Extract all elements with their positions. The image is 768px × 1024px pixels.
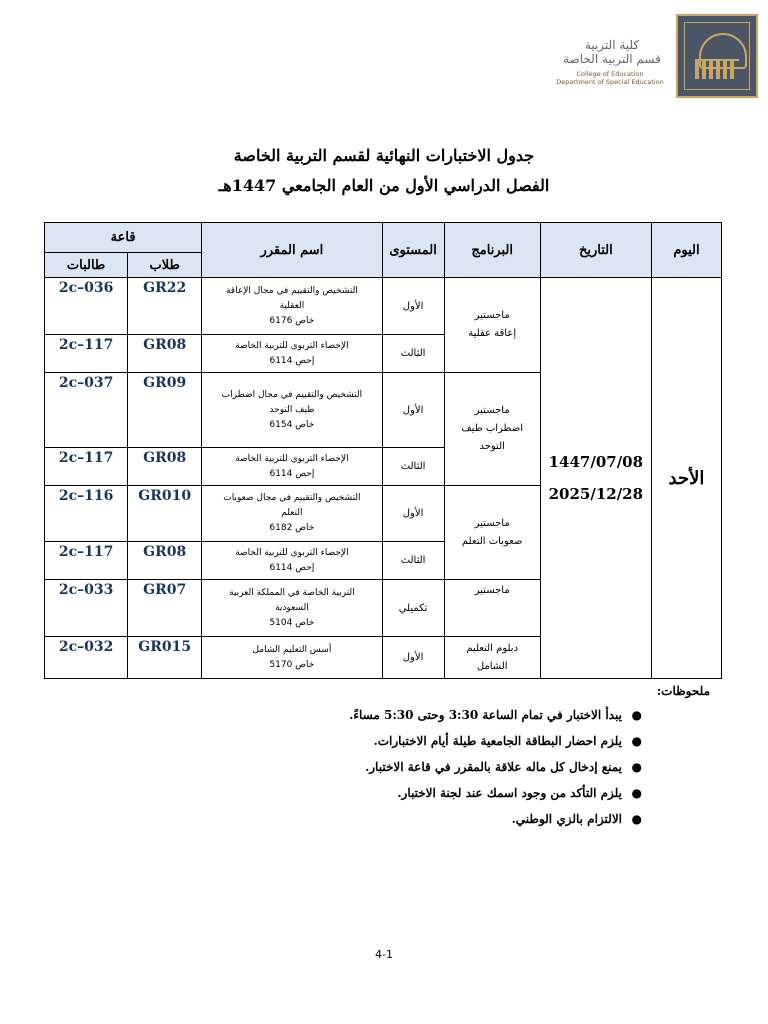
header-male: طلاب xyxy=(128,253,202,278)
male-room-cell: GR010 xyxy=(128,486,202,542)
level-cell: الثالث xyxy=(382,542,444,580)
program-cell: ماجستير إعاقة عقلية xyxy=(444,278,540,373)
note-item: ● يبدأ الاختبار في تمام الساعة 3:30 وحتى 5:30 مساءً. xyxy=(200,702,640,728)
course-cell: التربية الخاصة في المملكة العربية السعودية خاص 5104 xyxy=(202,580,382,637)
bullet-icon: ● xyxy=(631,708,642,722)
header-date: التاريخ xyxy=(540,223,651,278)
course-cell: التشخيص والتقييم في مجال اضطراب طيف التوحد خاص 6154 xyxy=(202,373,382,448)
date-cell xyxy=(540,278,651,679)
note-item: ● يلزم التأكد من وجود اسمك عند لجنة الاختبار. xyxy=(200,780,640,806)
level-cell: الأول xyxy=(382,637,444,679)
college-name-en: College of Education Department of Special Education xyxy=(556,70,664,86)
program-cell: دبلوم التعليم الشامل xyxy=(444,637,540,679)
day-cell: الأحد xyxy=(651,278,721,679)
document-subtitle: الفصل الدراسي الأول من العام الجامعي 1447هـ xyxy=(218,176,550,195)
female-room-cell: 2c–032 xyxy=(45,637,128,679)
male-room-cell: GR09 xyxy=(128,373,202,448)
level-cell: الثالث xyxy=(382,335,444,373)
program-cell: ماجستير اضطراب طيف التوحد xyxy=(444,373,540,486)
note-item: ● الالتزام بالزي الوطني. xyxy=(200,806,640,832)
female-room-cell: 2c–117 xyxy=(45,448,128,486)
header-level: المستوى xyxy=(382,223,444,278)
note-item: ● يلزم احضار البطاقة الجامعية طيلة أيام الاختبارات. xyxy=(200,728,640,754)
level-cell: الأول xyxy=(382,278,444,335)
course-cell: التشخيص والتقييم في مجال صعوبات التعلم خاص 6182 xyxy=(202,486,382,542)
note-item: ● يمنع إدخال كل ماله علاقة بالمقرر في قاعة الاختبار. xyxy=(200,754,640,780)
female-room-cell: 2c–037 xyxy=(45,373,128,448)
notes-list xyxy=(200,702,658,832)
header-hall: قاعة xyxy=(45,223,202,253)
female-room-cell: 2c–033 xyxy=(45,580,128,637)
exam-schedule-table xyxy=(44,222,722,679)
bullet-icon: ● xyxy=(631,760,642,774)
page-number: 4-1 xyxy=(375,948,393,961)
date-gregorian: 2025/12/28 xyxy=(548,485,644,503)
program-cell: ماجستير صعوبات التعلم xyxy=(444,486,540,580)
header-day: اليوم xyxy=(651,223,721,278)
bullet-icon: ● xyxy=(631,734,642,748)
document-title: جدول الاختبارات النهائية لقسم التربية الخاصة xyxy=(233,146,535,165)
bullet-icon: ● xyxy=(631,786,642,800)
table-row xyxy=(45,278,722,335)
level-cell: تكميلي xyxy=(382,580,444,637)
header-course: اسم المقرر xyxy=(202,223,382,278)
male-room-cell: GR08 xyxy=(128,542,202,580)
female-room-cell: 2c–117 xyxy=(45,335,128,373)
program-cell: ماجستير xyxy=(444,580,540,637)
header-female: طالبات xyxy=(45,253,128,278)
course-cell: الإحصاء التربوي للتربية الخاصة إحص 6114 xyxy=(202,335,382,373)
course-cell: التشخيص والتقييم في مجال الإعاقة العقلية خاص 6176 xyxy=(202,278,382,335)
course-cell: الإحصاء التربوي للتربية الخاصة إحص 6114 xyxy=(202,542,382,580)
level-cell: الثالث xyxy=(382,448,444,486)
level-cell: الأول xyxy=(382,486,444,542)
logo-calligraphy xyxy=(695,59,739,81)
header-program: البرنامج xyxy=(444,223,540,278)
female-room-cell: 2c–116 xyxy=(45,486,128,542)
male-room-cell: GR22 xyxy=(128,278,202,335)
female-room-cell: 2c–117 xyxy=(45,542,128,580)
table-header-row xyxy=(45,223,722,253)
notes-title: ملحوظات: xyxy=(656,684,710,698)
course-cell: الإحصاء التربوي للتربية الخاصة إحص 6114 xyxy=(202,448,382,486)
course-cell: أسس التعليم الشامل خاص 5170 xyxy=(202,637,382,679)
male-room-cell: GR08 xyxy=(128,448,202,486)
bullet-icon: ● xyxy=(631,812,642,826)
male-room-cell: GR015 xyxy=(128,637,202,679)
male-room-cell: GR07 xyxy=(128,580,202,637)
level-cell: الأول xyxy=(382,373,444,448)
male-room-cell: GR08 xyxy=(128,335,202,373)
date-hijri: 1447/07/08 xyxy=(548,453,644,471)
university-logo xyxy=(676,14,758,98)
college-name-ar: كلية التربية قسم التربية الخاصة xyxy=(563,38,661,66)
female-room-cell: 2c–036 xyxy=(45,278,128,335)
